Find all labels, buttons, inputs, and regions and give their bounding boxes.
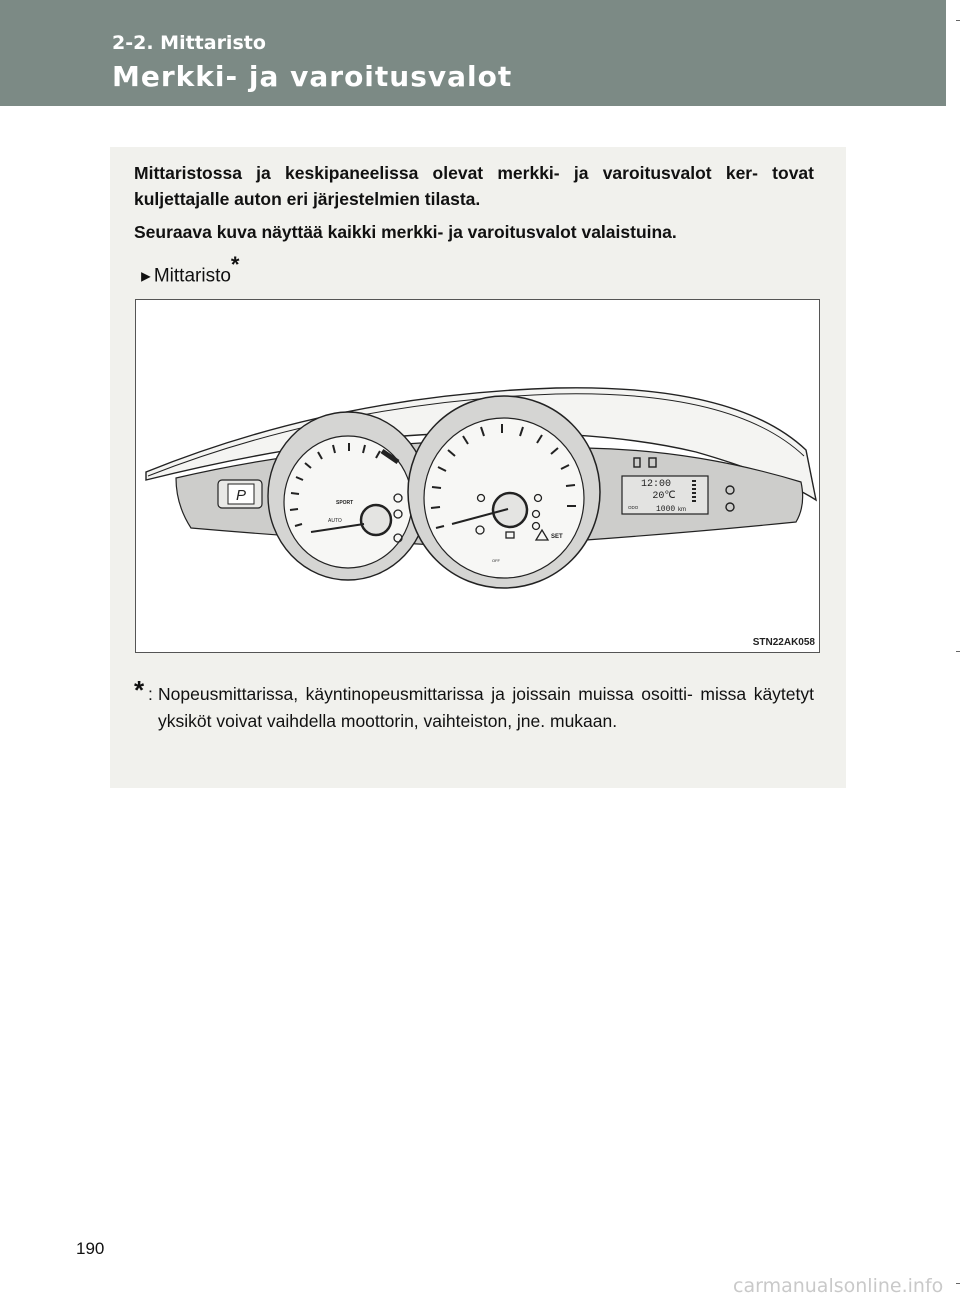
off-label: OFF — [492, 558, 500, 563]
gear-indicator: P — [235, 487, 247, 504]
chapter-header — [0, 0, 946, 106]
sport-label: SPORT — [336, 500, 354, 506]
crop-mark — [956, 20, 960, 21]
page-title: Merkki- ja varoitusvalot — [112, 60, 513, 93]
watermark: carmanualsonline.info — [733, 1275, 944, 1297]
footnote-colon: : — [148, 684, 153, 704]
page-number: 190 — [76, 1239, 105, 1258]
footnote — [134, 675, 814, 735]
triangle-arrow-icon: ► — [138, 268, 154, 286]
figure-subheading — [138, 254, 239, 287]
crop-mark — [956, 651, 960, 652]
display-clock: 12:00 — [640, 479, 672, 490]
footnote-text: Nopeusmittarissa, käyntinopeusmittarissa ja joissain muissa osoitti- missa käytetyt yksiköt voivat vaihdella moottorin, vaihteiston, jne. mukaan. — [158, 684, 814, 731]
section-label: 2-2. Mittaristo — [112, 32, 266, 54]
auto-label: AUTO — [328, 518, 342, 524]
intro-paragraph: Mittaristossa ja keskipaneelissa olevat merkki- ja varoitusvalot ker- tovat kuljettajalle auton eri järjestelmien tilasta. — [134, 163, 814, 209]
instrument-cluster-figure — [135, 299, 820, 653]
instrument-cluster-illustration — [136, 300, 819, 652]
figure-code: STN22AK058 — [752, 637, 815, 648]
set-label: SET — [551, 534, 563, 540]
subheading-text: Mittaristo — [153, 265, 231, 287]
display-odometer: 1000 — [656, 505, 676, 514]
crop-mark — [956, 1283, 960, 1284]
footnote-star: * — [134, 675, 145, 705]
intro-paragraph-2: Seuraava kuva näyttää kaikki merkki- ja varoitusvalot valaistuina. — [134, 222, 677, 242]
display-odo-unit: km — [678, 507, 686, 513]
display-odo-label: ODO — [628, 505, 639, 510]
footnote-mark: * — [230, 252, 240, 277]
display-temperature: 20℃ — [652, 491, 676, 502]
